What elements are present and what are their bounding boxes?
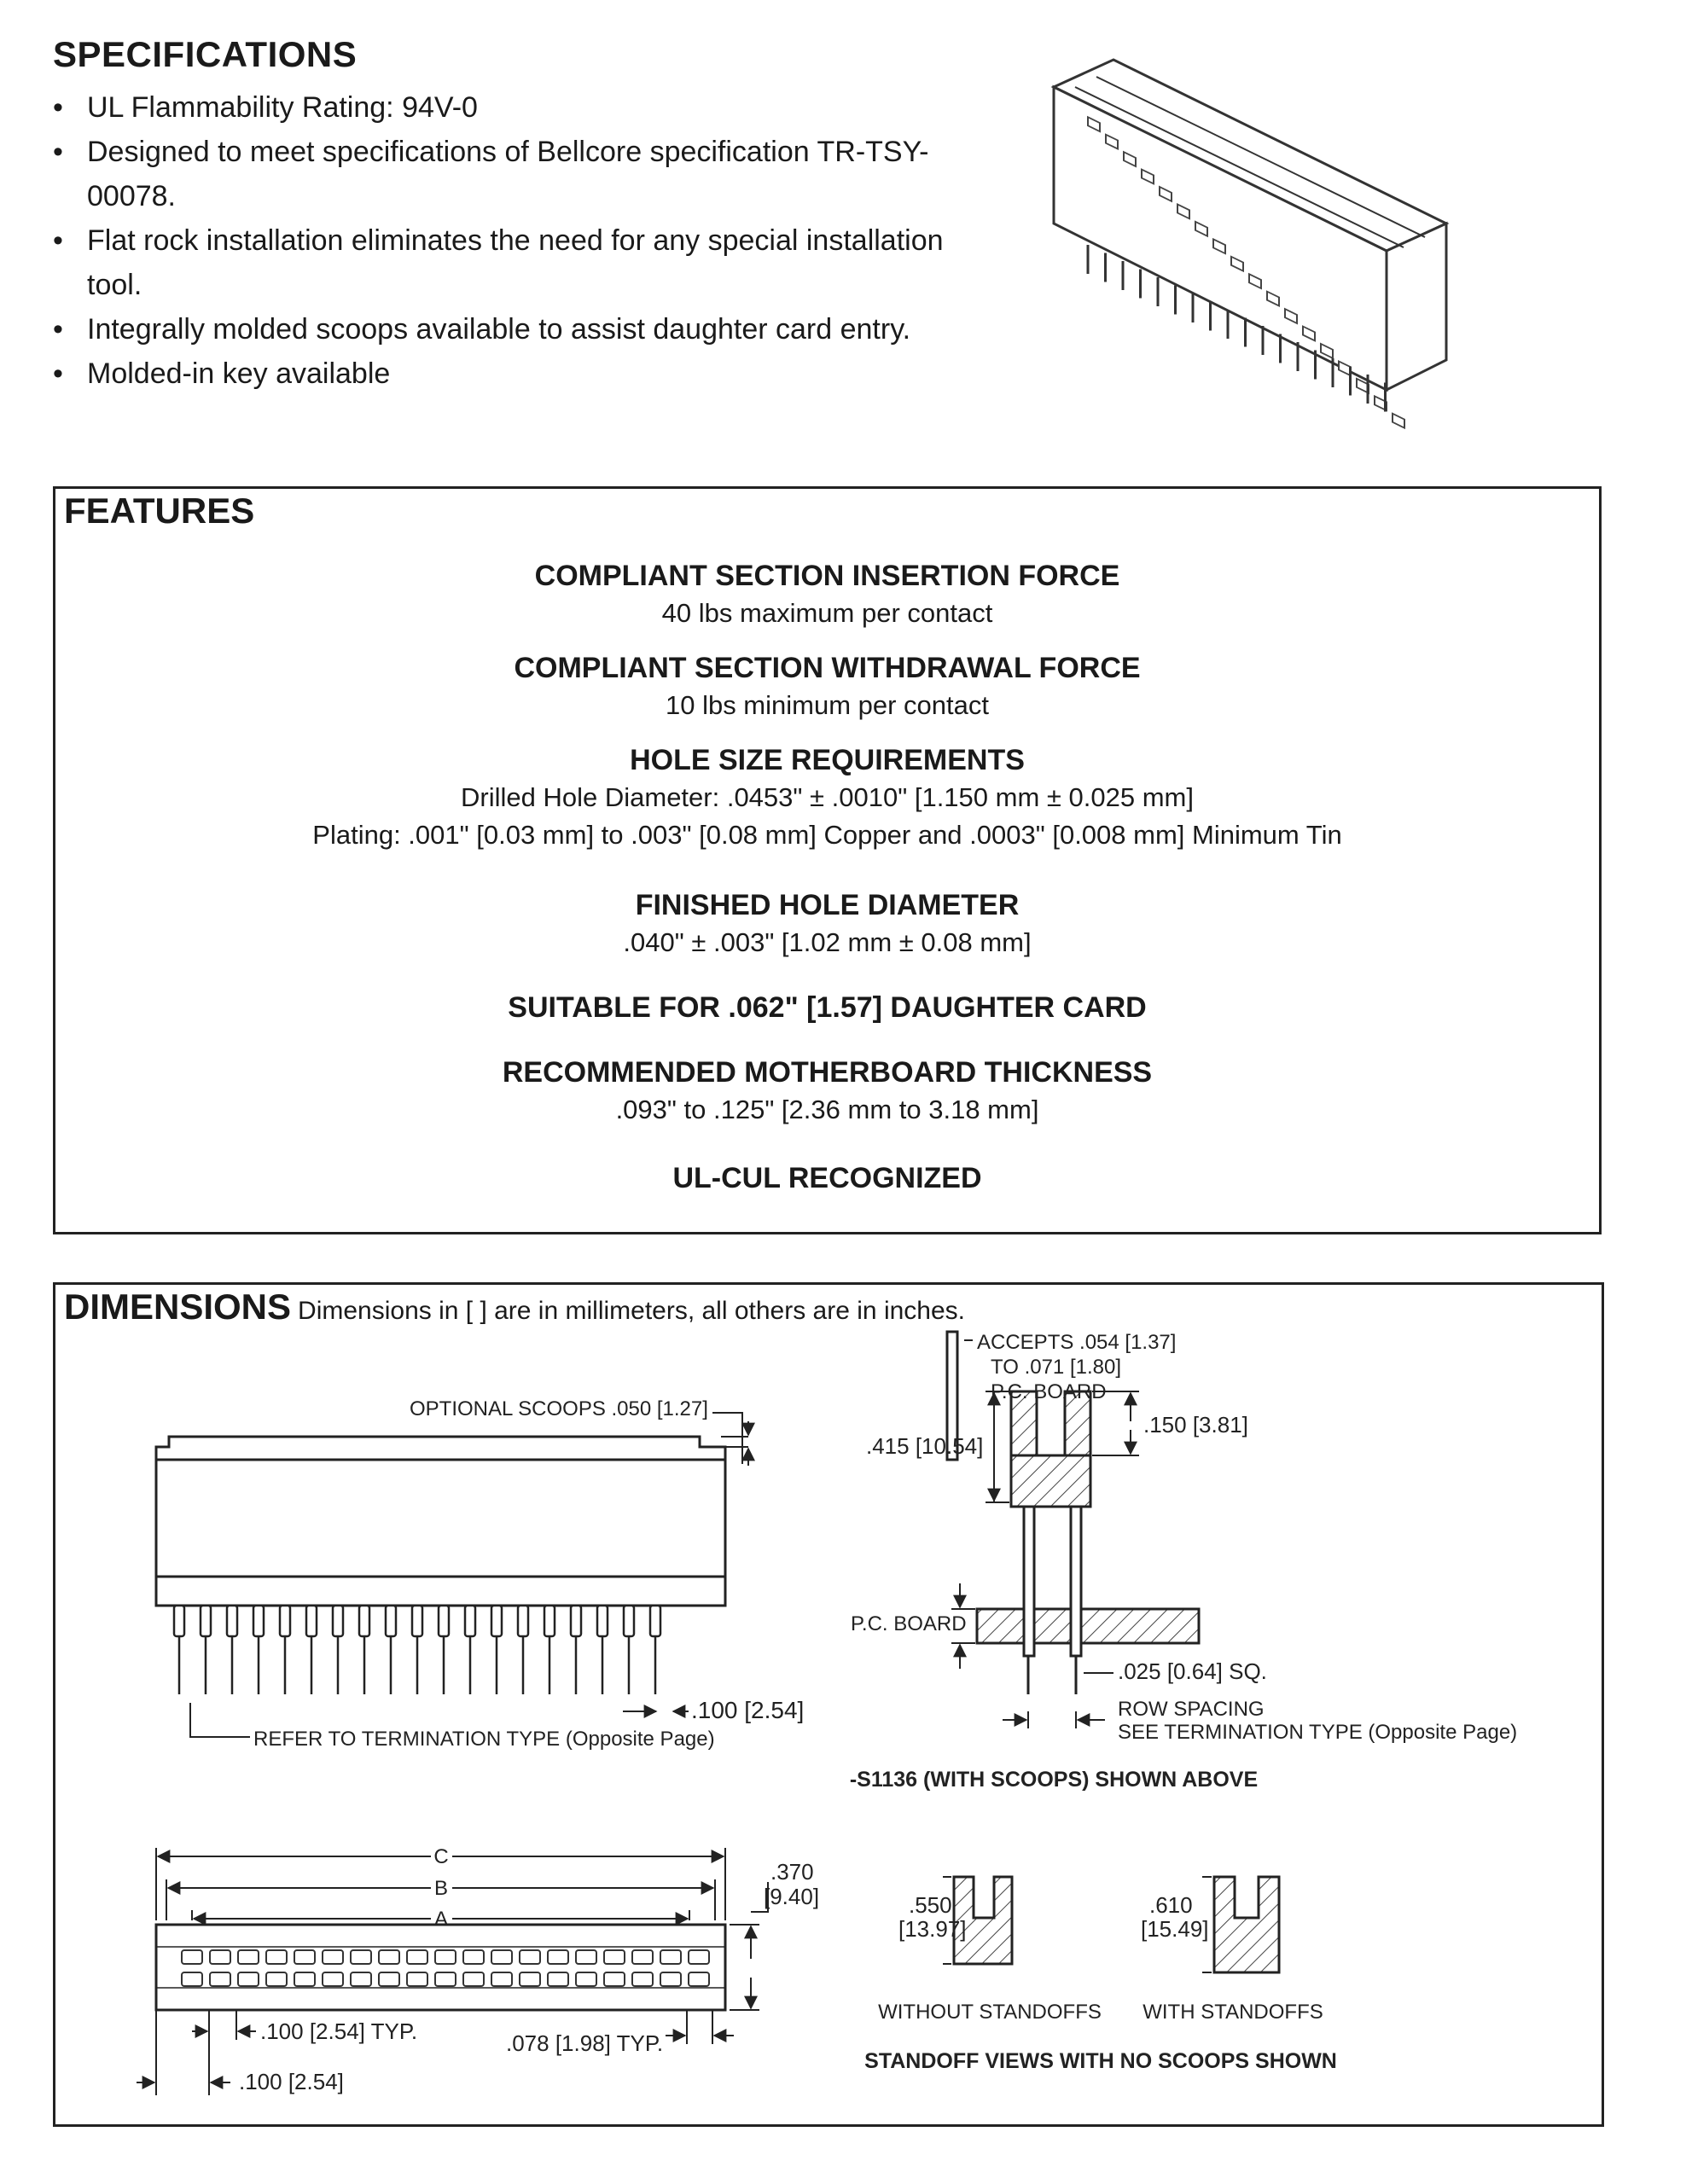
contact-pin bbox=[544, 1606, 555, 1694]
contact-slot bbox=[660, 1950, 681, 1964]
contact-pin bbox=[465, 1606, 475, 1694]
contact-slot bbox=[435, 1972, 456, 1986]
without-550-label: .550 bbox=[909, 1892, 952, 1918]
contact-slot bbox=[379, 1972, 399, 1986]
top-view-drawing bbox=[156, 1925, 725, 2010]
dim-a-label: A bbox=[433, 1908, 449, 1931]
contact-slot bbox=[548, 1972, 568, 1986]
contact-slot bbox=[520, 1950, 540, 1964]
dimensions-panel bbox=[53, 1282, 1604, 2127]
typ-078-label: .078 [1.98] TYP. bbox=[506, 2030, 664, 2056]
s1136-caption: -S1136 (WITH SCOOPS) SHOWN ABOVE bbox=[849, 1768, 1259, 1792]
with-standoffs-label: WITH STANDOFFS bbox=[1143, 2001, 1323, 2024]
dim-c-label: C bbox=[433, 1845, 449, 1868]
contact-slot bbox=[323, 1950, 343, 1964]
motherboard-heading: RECOMMENDED MOTHERBOARD THICKNESS bbox=[502, 1056, 1153, 1089]
contact-pin bbox=[253, 1606, 264, 1694]
specifications-title: SPECIFICATIONS bbox=[53, 34, 358, 74]
contact-slot bbox=[238, 1972, 259, 1986]
motherboard-value: .093" to .125" [2.36 mm to 3.18 mm] bbox=[615, 1095, 1039, 1124]
spec-bullet: • Molded-in key available bbox=[53, 351, 974, 396]
contact-pin bbox=[412, 1606, 422, 1694]
contact-pin bbox=[571, 1606, 581, 1694]
contact-slot bbox=[520, 1972, 540, 1986]
accepts-label-line1: ACCEPTS .054 [1.37] bbox=[977, 1331, 1177, 1354]
insertion-force-heading: COMPLIANT SECTION INSERTION FORCE bbox=[534, 560, 1120, 592]
contact-pin bbox=[491, 1606, 502, 1694]
pc-board-label: P.C. BOARD bbox=[851, 1612, 967, 1635]
ul-cul-note: UL-CUL RECOGNIZED bbox=[672, 1162, 982, 1194]
spec-bullet: • Flat rock installation eliminates the need for any special installation tool. bbox=[53, 218, 974, 307]
spec-bullet: • UL Flammability Rating: 94V-0 bbox=[53, 85, 974, 130]
contact-pin bbox=[439, 1606, 449, 1694]
contact-slot bbox=[407, 1950, 427, 1964]
contact-slot bbox=[660, 1972, 681, 1986]
contact-slot bbox=[689, 1950, 709, 1964]
insertion-force-value: 40 lbs maximum per contact bbox=[661, 598, 993, 628]
contact-slot bbox=[632, 1972, 653, 1986]
contact-slot bbox=[548, 1950, 568, 1964]
with-1549-label: [15.49] bbox=[1141, 1916, 1209, 1942]
row-spacing-label: ROW SPACING bbox=[1118, 1698, 1265, 1721]
contact-pin bbox=[227, 1606, 237, 1694]
contact-slot bbox=[266, 1950, 287, 1964]
hole-drilled-diameter: Drilled Hole Diameter: .0453" ± .0010" [1.150 mm ± 0.025 mm] bbox=[461, 782, 1194, 812]
contact-slot bbox=[689, 1972, 709, 1986]
dimension-drawings bbox=[55, 1285, 1602, 2124]
features-panel bbox=[53, 486, 1602, 1234]
contact-slot bbox=[632, 1950, 653, 1964]
spec-bullet: • Designed to meet specifications of Bellcore specification TR-TSY-00078. bbox=[53, 130, 974, 218]
withdrawal-force-value: 10 lbs minimum per contact bbox=[665, 690, 990, 720]
dimensions-units-note: Dimensions in [ ] are in millimeters, all others are in inches. bbox=[298, 1297, 965, 1325]
withdrawal-force-heading: COMPLIANT SECTION WITHDRAWAL FORCE bbox=[514, 652, 1141, 684]
finished-hole-value: .040" ± .003" [1.02 mm ± 0.08 mm] bbox=[623, 927, 1032, 957]
connector-illustration bbox=[1037, 53, 1463, 437]
without-standoffs-label: WITHOUT STANDOFFS bbox=[878, 2001, 1102, 2024]
contact-slot bbox=[576, 1972, 596, 1986]
hole-plating: Plating: .001" [0.03 mm] to .003" [0.08 mm] Copper and .0003" [0.008 mm] Minimum Tin bbox=[312, 820, 1342, 850]
side-pitch-label: .100 [2.54] bbox=[691, 1697, 805, 1723]
contact-slot bbox=[266, 1972, 287, 1986]
contact-slot bbox=[435, 1950, 456, 1964]
dimensions-heading: DIMENSIONS bbox=[64, 1287, 292, 1327]
contact-slot bbox=[294, 1972, 315, 1986]
see-termination-label: SEE TERMINATION TYPE (Opposite Page) bbox=[1118, 1721, 1518, 1744]
contact-slot bbox=[351, 1972, 371, 1986]
side-view-drawing bbox=[156, 1437, 725, 1606]
contact-pin bbox=[624, 1606, 634, 1694]
contact-pin bbox=[359, 1606, 369, 1694]
accepts-label-line2: TO .071 [1.80] bbox=[991, 1356, 1121, 1379]
contact-slot bbox=[491, 1972, 512, 1986]
contact-pin bbox=[650, 1606, 660, 1694]
contact-slot bbox=[323, 1972, 343, 1986]
contact-pin bbox=[201, 1606, 211, 1694]
contact-slot bbox=[604, 1950, 625, 1964]
height-940-label: [9.40] bbox=[764, 1884, 820, 1909]
contact-slot bbox=[351, 1950, 371, 1964]
finished-hole-heading: FINISHED HOLE DIAMETER bbox=[635, 889, 1020, 921]
contact-pin bbox=[386, 1606, 396, 1694]
contact-slot bbox=[210, 1950, 230, 1964]
contact-slot bbox=[604, 1972, 625, 1986]
contact-pin bbox=[597, 1606, 608, 1694]
accepts-label-line3: P.C. BOARD bbox=[991, 1380, 1107, 1403]
height-370-label: .370 bbox=[770, 1859, 814, 1885]
contact-slot bbox=[407, 1972, 427, 1986]
contact-slot bbox=[210, 1972, 230, 1986]
daughter-card-note: SUITABLE FOR .062" [1.57] DAUGHTER CARD bbox=[508, 991, 1147, 1024]
contact-pin bbox=[518, 1606, 528, 1694]
with-610-label: .610 bbox=[1149, 1892, 1193, 1918]
dim-150-label: .150 [3.81] bbox=[1143, 1412, 1248, 1438]
contact-pin bbox=[333, 1606, 343, 1694]
contact-slot bbox=[576, 1950, 596, 1964]
edge-pitch-label: .100 [2.54] bbox=[239, 2069, 344, 2094]
contact-slot bbox=[294, 1950, 315, 1964]
hero-slot bbox=[1393, 414, 1404, 428]
specifications-list bbox=[53, 85, 974, 396]
features-title: FEATURES bbox=[64, 491, 255, 531]
contact-slot bbox=[379, 1950, 399, 1964]
standoff-caption: STANDOFF VIEWS WITH NO SCOOPS SHOWN bbox=[864, 2049, 1337, 2073]
hole-size-heading: HOLE SIZE REQUIREMENTS bbox=[630, 744, 1025, 776]
standoff-with-drawing bbox=[1202, 1877, 1279, 1972]
dim-415-label: .415 [10.54] bbox=[866, 1433, 984, 1459]
contact-slot bbox=[463, 1972, 484, 1986]
spec-bullet: • Integrally molded scoops available to assist daughter card entry. bbox=[53, 307, 974, 351]
typ-pitch-label: .100 [2.54] TYP. bbox=[260, 2018, 418, 2044]
contact-pin bbox=[174, 1606, 184, 1694]
features-body bbox=[55, 557, 1599, 1197]
refer-termination-label: REFER TO TERMINATION TYPE (Opposite Page) bbox=[253, 1728, 715, 1751]
contact-pin bbox=[280, 1606, 290, 1694]
contact-slot bbox=[182, 1972, 202, 1986]
dim-025-label: .025 [0.64] SQ. bbox=[1118, 1658, 1267, 1684]
contact-slot bbox=[238, 1950, 259, 1964]
optional-scoops-label: OPTIONAL SCOOPS .050 [1.27] bbox=[410, 1397, 708, 1420]
contact-slot bbox=[491, 1950, 512, 1964]
contact-slot bbox=[463, 1950, 484, 1964]
dim-b-label: B bbox=[433, 1877, 449, 1900]
contact-pin bbox=[306, 1606, 317, 1694]
contact-slot bbox=[182, 1950, 202, 1964]
without-1397-label: [13.97] bbox=[898, 1916, 967, 1942]
